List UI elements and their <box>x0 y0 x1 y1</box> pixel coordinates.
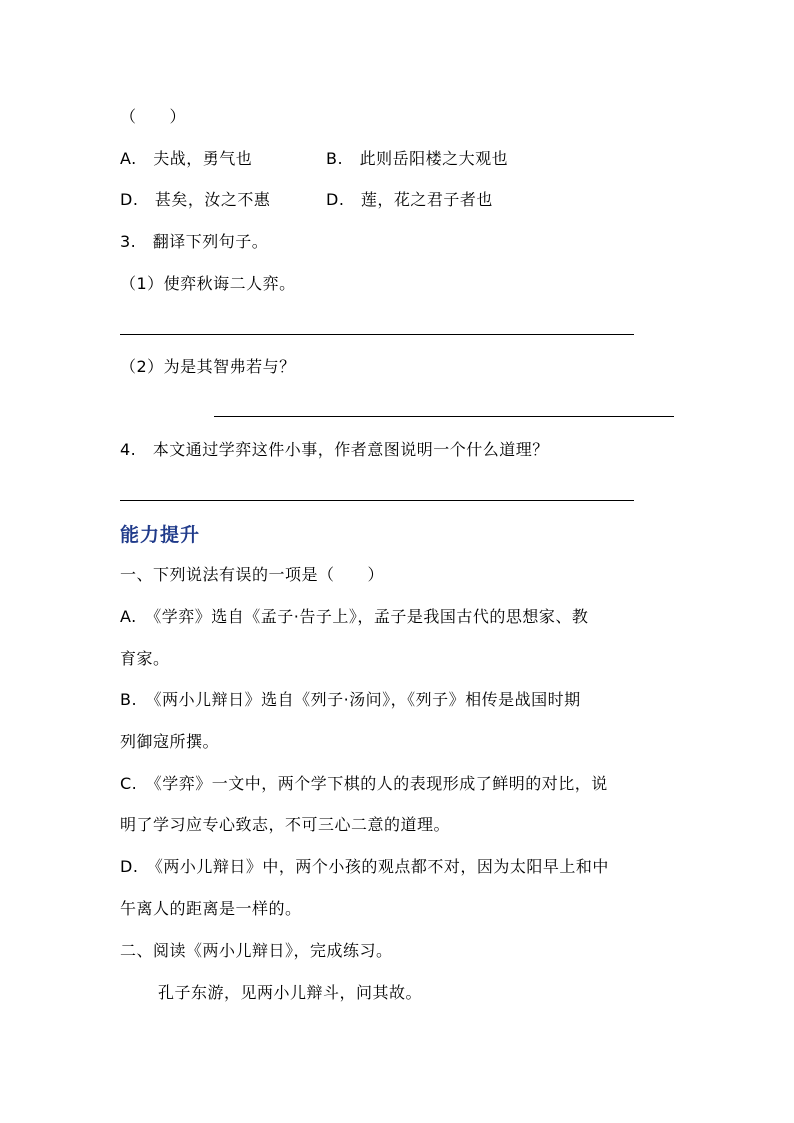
answer-line-3 <box>120 500 634 501</box>
answer-line-1 <box>120 334 634 335</box>
part-1-title: 一、下列说法有误的一项是（ ） <box>120 565 385 584</box>
section-heading: 能力提升 <box>120 524 201 546</box>
passage-first-line: 孔子东游，见两小儿辩斗，问其故。 <box>158 983 423 1002</box>
answer-line-2 <box>214 416 674 417</box>
option-row-1 <box>120 149 680 169</box>
part-2-title: 二、阅读《两小儿辩日》，完成练习。 <box>120 941 393 960</box>
question-4-title: 4. 本文通过学弈这件小事，作者意图说明一个什么道理？ <box>120 440 549 459</box>
option-c: D. 甚矣，汝之不惠 <box>120 190 271 209</box>
choice-d-line-2: 午离人的距离是一样的。 <box>120 899 302 918</box>
option-row-2 <box>120 190 680 210</box>
sentence-2: （2）为是其智弗若与？ <box>120 357 296 376</box>
option-a: A. 夫战，勇气也 <box>120 149 253 168</box>
option-d: D. 莲，花之君子者也 <box>326 190 493 209</box>
choice-c-line-1: C. 《学弈》一文中，两个学下棋的人的表现形成了鲜明的对比，说 <box>120 774 608 793</box>
option-b: B. 此则岳阳楼之大观也 <box>326 149 509 168</box>
answer-parentheses: （ ） <box>120 107 187 126</box>
question-3-title: 3. 翻译下列句子。 <box>120 232 269 251</box>
choice-b-line-1: B. 《两小儿辩日》选自《列子·汤问》，《列子》相传是战国时期 <box>120 690 581 709</box>
choice-a-line-2: 育家。 <box>120 649 170 668</box>
choice-d-line-1: D. 《两小儿辩日》中，两个小孩的观点都不对，因为太阳早上和中 <box>120 857 609 876</box>
choice-c-line-2: 明了学习应专心致志，不可三心二意的道理。 <box>120 815 451 834</box>
choice-a-line-1: A. 《学弈》选自《孟子·告子上》，孟子是我国古代的思想家、教 <box>120 607 589 626</box>
choice-b-line-2: 列御寇所撰。 <box>120 732 220 751</box>
sentence-1: （1）使弈秋诲二人弈。 <box>120 274 296 293</box>
